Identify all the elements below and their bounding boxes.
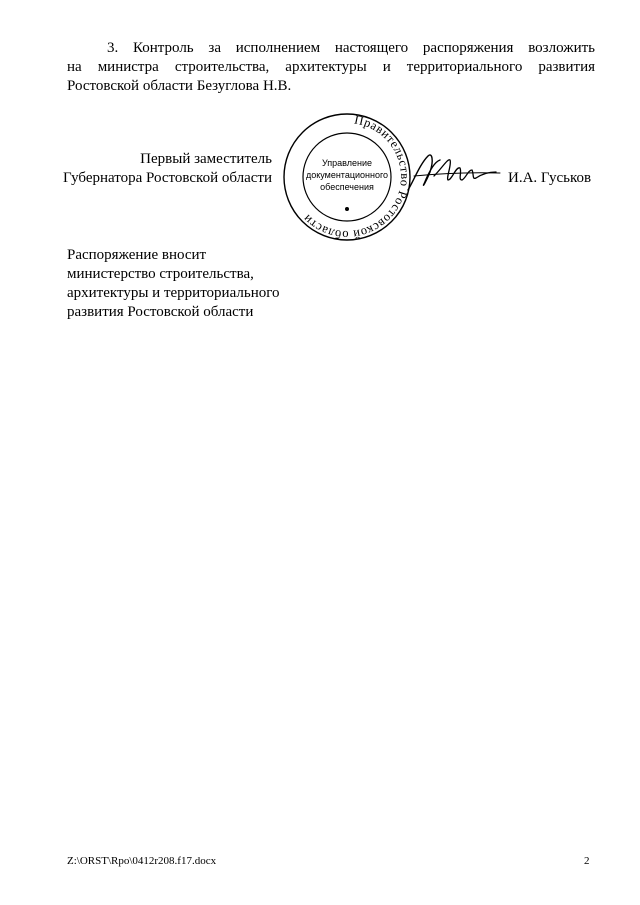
- footer-file-path: Z:\ORST\Rpo\0412r208.f17.docx: [67, 855, 217, 867]
- paragraph-3: [67, 39, 595, 96]
- signatory-position-line: Первый заместитель: [140, 151, 272, 167]
- introduced-by-line: Распоряжение вносит: [67, 247, 207, 263]
- introduced-by-line: министерство строительства,: [67, 266, 254, 282]
- stamp-inner-line: обеспечения: [320, 182, 374, 192]
- stamp-inner-line: документационного: [305, 170, 389, 180]
- stamp-outer-text: Правительство Ростовской области: [299, 112, 412, 242]
- paragraph-3-line: Ростовской области Безуглова Н.В.: [67, 78, 292, 94]
- introduced-by-line: архитектуры и территориального: [67, 285, 280, 301]
- signatory-position-line: Губернатора Ростовской области: [62, 170, 272, 186]
- introduced-by-line: развития Ростовской области: [67, 304, 254, 320]
- page-number: 2: [584, 855, 590, 867]
- paragraph-3-line: 3. Контроль за исполнением настоящего распоряжения возложить: [107, 40, 595, 56]
- official-stamp: [282, 112, 412, 242]
- handwritten-signature: [404, 150, 502, 198]
- signatory-name: И.А. Гуськов: [508, 170, 592, 186]
- introduced-by: [67, 246, 327, 322]
- signatory-position: [60, 150, 272, 188]
- paragraph-3-line: на министра строительства, архитектуры и территориального развития: [67, 59, 595, 75]
- stamp-inner-line: Управление: [321, 158, 373, 168]
